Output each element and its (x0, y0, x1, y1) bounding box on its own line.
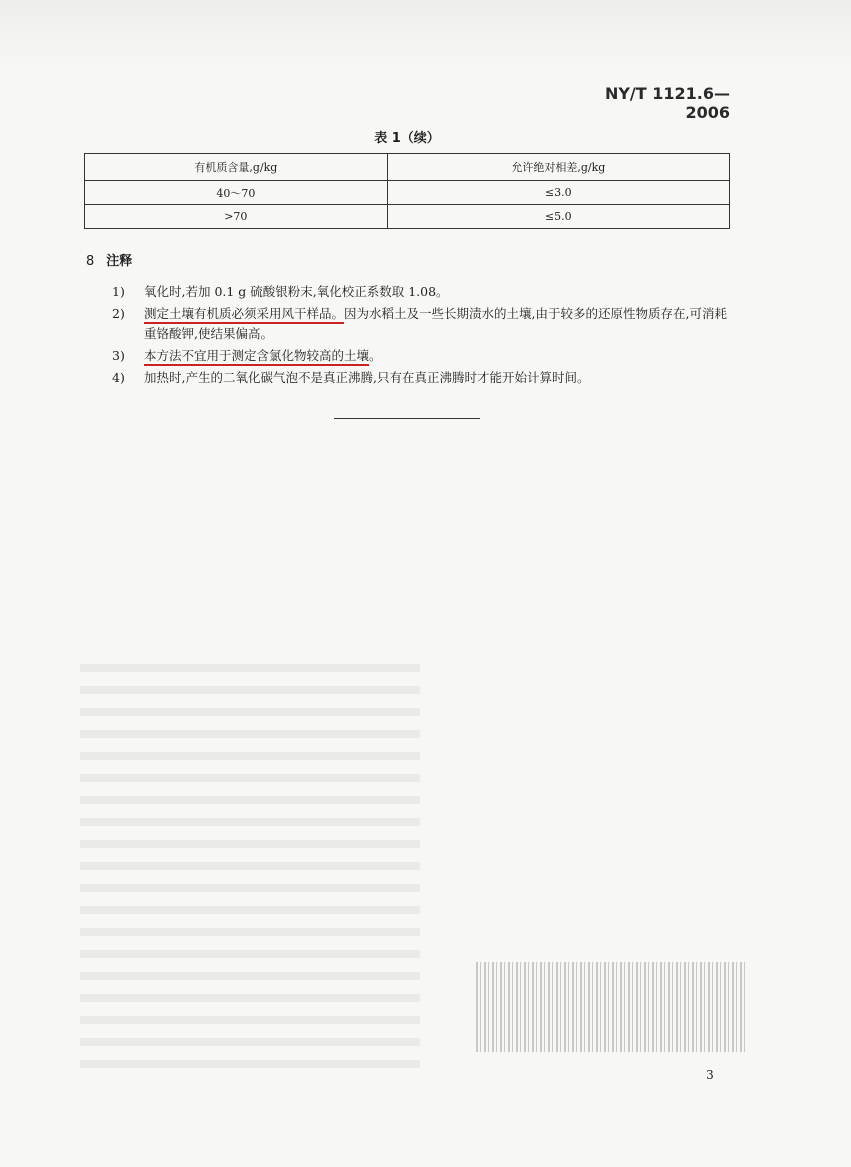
table-row (85, 181, 730, 205)
note-number: 4) (112, 370, 125, 385)
note-text: 因为水稻土及一些长期渍水的土壤,由于较多的还原性物质存在,可消耗重铬酸钾,使结果偏高。 (144, 306, 727, 341)
standard-number: NY/T 1121.6—2006 (604, 84, 730, 122)
table-cell: >70 (85, 205, 388, 229)
notes-list (112, 282, 732, 390)
table-row (85, 205, 730, 229)
column-header: 允许绝对相差,g/kg (387, 154, 729, 181)
table-cell: 40～70 (85, 181, 388, 205)
section-title: 注释 (106, 254, 133, 269)
scan-shadow (0, 0, 851, 70)
column-header: 有机质含量,g/kg (85, 154, 388, 181)
end-rule (334, 418, 480, 419)
list-item (112, 282, 732, 302)
list-item (112, 346, 732, 366)
data-table (84, 153, 730, 229)
note-number: 3) (112, 348, 125, 363)
table-cell: ≤5.0 (387, 205, 729, 229)
note-number: 2) (112, 306, 125, 321)
table-cell: ≤3.0 (387, 181, 729, 205)
note-text: 。 (369, 348, 382, 363)
section-heading (86, 250, 132, 269)
table-header-row (85, 154, 730, 181)
barcode-bleed (476, 962, 746, 1052)
table-title: 表 1（续） (374, 131, 440, 146)
note-text: 氧化时,若加 0.1 g 硫酸银粉末,氧化校正系数取 1.08。 (144, 284, 449, 299)
list-item (112, 368, 732, 388)
note-number: 1) (112, 284, 125, 299)
underlined-text: 测定土壤有机质必须采用风干样品。 (144, 306, 344, 324)
underlined-text: 本方法不宜用于测定含氯化物较高的土壤 (144, 348, 369, 366)
note-text: 加热时,产生的二氧化碳气泡不是真正沸腾,只有在真正沸腾时才能开始计算时间。 (144, 370, 590, 385)
page-number: 3 (706, 1068, 714, 1082)
list-item (112, 304, 732, 344)
section-number: 8 (86, 254, 95, 269)
bleed-through-text (80, 650, 420, 1070)
